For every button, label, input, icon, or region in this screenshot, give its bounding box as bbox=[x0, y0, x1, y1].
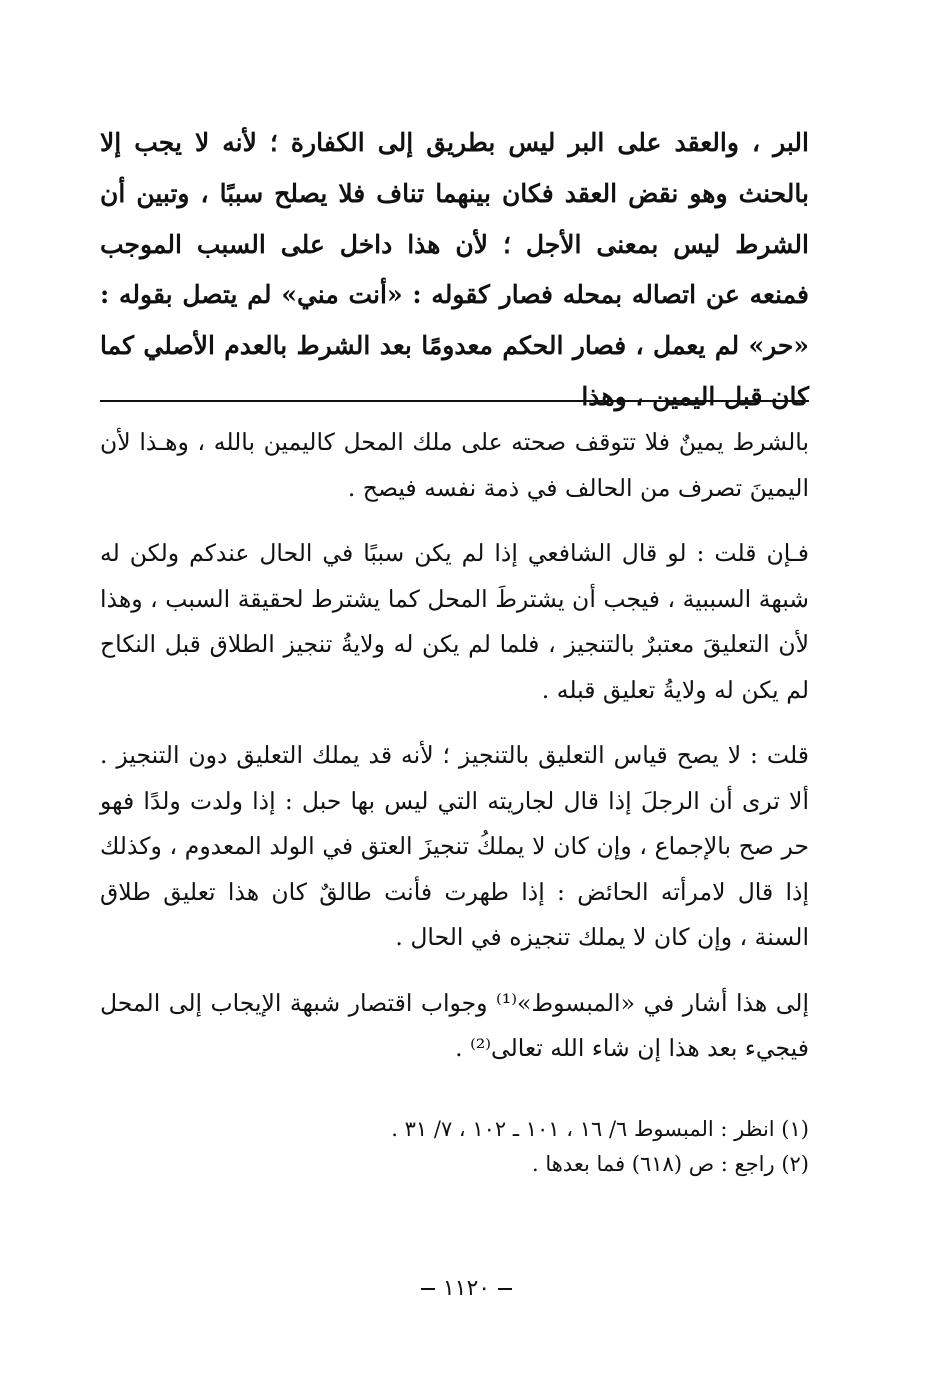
page-number bbox=[0, 1276, 933, 1301]
commentary-paragraph-3: قلت : لا يصح قياس التعليق بالتنجيز ؛ لأنه قد يملك التعليق دون التنجيز . ألا ترى أن الرجلَ إذا قال لجاريته التي ليس بها حبل : إذا ولدت ولدًا فهو حر صح بالإجماع ، وإن كان لا يملكُ تنجيزَ العتق في الولد المعدوم ، وكذلك إذا قال لامرأته الحائض : إذا طهرت فأنت طالقٌ كان هذا تعليق طلاق السنة ، وإن كان لا يملك تنجيزه في الحال . bbox=[100, 741, 809, 951]
footnotes bbox=[100, 1112, 809, 1182]
page-number-dash-right bbox=[421, 1288, 435, 1290]
commentary-paragraph-1: بالشرط يمينٌ فلا تتوقف صحته على ملك المحل كاليمين بالله ، وهـذا لأن اليمينَ تصرف من الحالف في ذمة نفسه فيصح . bbox=[100, 428, 809, 502]
footnote-2: (٢) راجع : ص (٦١٨) فما بعدها . bbox=[532, 1152, 809, 1176]
footnote-1: (١) انظر : المبسوط ٦/ ١٦ ، ١٠١ ـ ١٠٢ ، ٧/ ٣١ . bbox=[391, 1117, 809, 1141]
page-number-value: ١١٢٠ bbox=[442, 1276, 491, 1301]
commentary-paragraph-4: إلى هذا أشار في «المبسوط»⁽¹⁾ وجواب اقتصار شبهة الإيجاب إلى المحل فيجيء بعد هذا إن شاء الله تعالى⁽²⁾ . bbox=[100, 988, 809, 1062]
commentary-paragraph-2: فـإن قلت : لو قال الشافعي إذا لم يكن سببًا في الحال عندكم ولكن له شبهة السببية ، فيجب أن يشترطَ المحل كما يشترط لحقيقة السبب ، وهذا لأن التعليقَ معتبرٌ بالتنجيز ، فلما لم يكن له ولايةُ تنجيز الطلاق قبل النكاح لم يكن له ولايةُ تعليق قبله . bbox=[100, 539, 809, 704]
text-separator-line bbox=[100, 400, 809, 402]
page-number-dash-left bbox=[498, 1288, 512, 1290]
commentary-text bbox=[100, 420, 809, 1072]
main-text: البر ، والعقد على البر ليس بطريق إلى الكفارة ؛ لأنه لا يجب إلا بالحنث وهو نقض العقد فكان بينهما تناف فلا يصلح سببًا ، وتبين أن الشرط ليس بمعنى الأجل ؛ لأن هذا داخل على السبب الموجب فمنعه عن اتصاله بمحله فصار كقوله : «أنت مني» لم يتصل بقوله : «حر» لم يعمل ، فصار الحكم معدومًا بعد الشرط بالعدم الأصلي كما كان قبل اليمين ، وهذا bbox=[100, 128, 809, 411]
